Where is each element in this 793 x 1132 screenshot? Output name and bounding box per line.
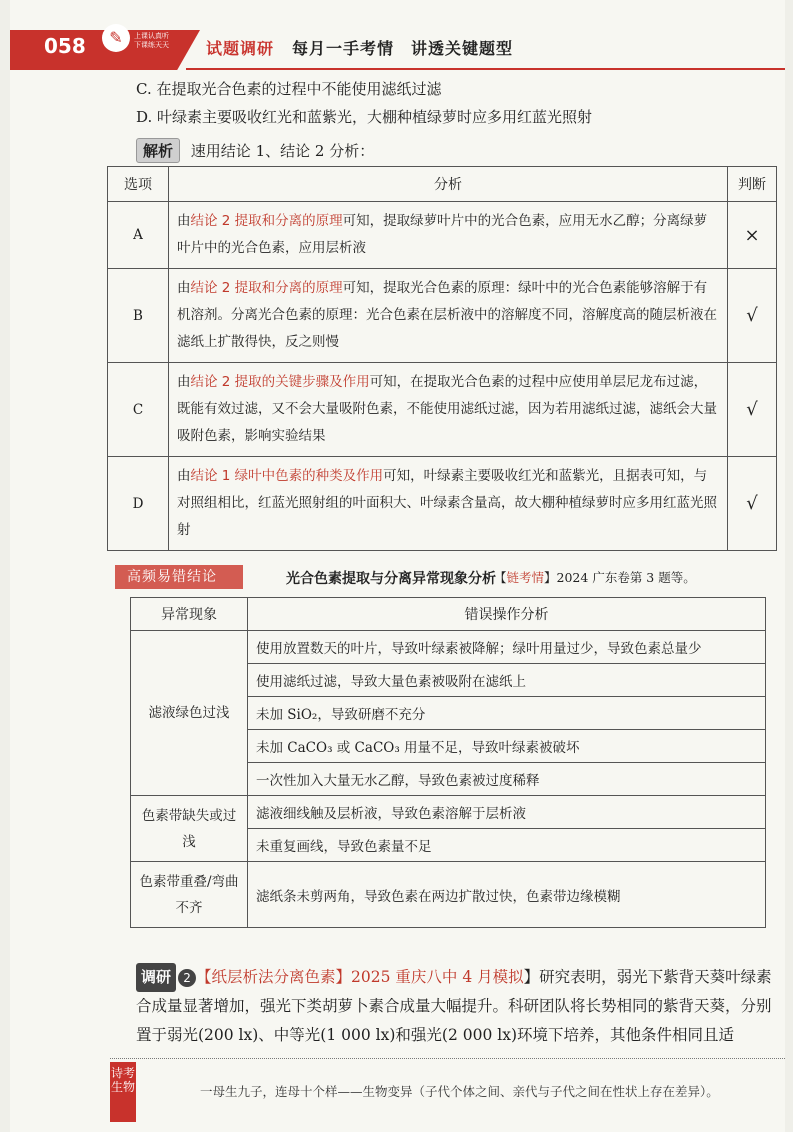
footer-proverb: 一母生九子，连母十个样——生物变异（子代个体之间、亲代与子代之间在性状上存在差异）。	[200, 1084, 719, 1099]
row-option: D	[108, 457, 169, 551]
research-paragraph	[136, 963, 781, 1050]
error-item: 滤纸条未剪两角，导致色素在两边扩散过快，色素带边缘模糊	[248, 862, 766, 928]
research-text: 研究表明，弱光下紫背天葵叶绿素合成量显著增加，强光下类胡萝卜素合成量大幅提升。科研团队将长势相同的紫背天葵，分别置于弱光(200 lx)、中等光(1 000 lx)和强光(2 000 lx)环境下培养，其他条件相同且适	[136, 968, 772, 1044]
side-tab: 诗考生物	[110, 1062, 136, 1122]
header-divider	[186, 68, 785, 70]
table-header-row	[108, 167, 777, 202]
col-header-error-analysis: 错误操作分析	[248, 598, 766, 631]
anomaly-group: 色素带缺失或过浅	[131, 796, 248, 862]
anomaly-group: 色素带重叠/弯曲不齐	[131, 862, 248, 928]
row-judge: √	[728, 363, 777, 457]
option-c: C. 在提取光合色素的过程中不能使用滤纸过滤	[136, 80, 442, 98]
option-d: D. 叶绿素主要吸收红光和蓝紫光，大棚种植绿萝时应多用红蓝光照射	[136, 108, 593, 126]
analysis-text: 可知，叶绿素主要吸收红光和蓝紫光，且据表可知，与对照组相比，红蓝光照射组的叶面积大、叶绿素含量高，故大棚种植绿萝时应多用红蓝光照射	[177, 468, 717, 538]
row-analysis	[169, 457, 728, 551]
col-header-option: 选项	[108, 167, 169, 202]
research-number: 2	[178, 969, 196, 987]
logo-icon: ✎	[102, 24, 130, 52]
row-analysis	[169, 363, 728, 457]
error-item: 一次性加入大量无水乙醇，导致色素被过度稀释	[248, 763, 766, 796]
error-item: 使用滤纸过滤，导致大量色素被吸附在滤纸上	[248, 664, 766, 697]
conclusion-highlight: 结论 2 提取和分离的原理	[190, 280, 343, 296]
header-subtitle: 每月一手考情 讲透关键题型	[292, 39, 514, 58]
row-option: A	[108, 202, 169, 269]
high-freq-title: 光合色素提取与分离异常现象分析	[286, 571, 496, 587]
analysis-prefix: 由	[177, 374, 191, 390]
source-bracket-open: 【	[494, 570, 507, 585]
analysis-text: 可知，提取光合色素的原理：绿叶中的光合色素能够溶解于有机溶剂。分离光合色素的原理：光合色素在层析液中的溶解度不同，溶解度高的随层析液在滤纸上扩散得快，反之则慢	[177, 280, 717, 350]
high-freq-label: 高频易错结论	[115, 565, 243, 589]
page	[10, 0, 785, 1132]
source-text: 】2024 广东卷第 3 题等。	[544, 570, 696, 585]
row-option: C	[108, 363, 169, 457]
analysis-prefix: 由	[177, 213, 191, 229]
tagline-1: 上课认真听	[134, 32, 169, 40]
footer-divider	[110, 1058, 785, 1059]
conclusion-highlight: 结论 1 绿叶中色素的种类及作用	[190, 468, 384, 484]
analysis-prefix: 由	[177, 468, 191, 484]
research-topic: 【纸层析法分离色素】	[196, 968, 352, 986]
table-row	[131, 862, 766, 928]
col-header-judge: 判断	[728, 167, 777, 202]
col-header-anomaly: 异常现象	[131, 598, 248, 631]
header-title: 试题调研	[206, 39, 275, 58]
table-row	[108, 363, 777, 457]
analysis-intro: 速用结论 1、结论 2 分析：	[190, 142, 375, 160]
row-analysis	[169, 269, 728, 363]
conclusion-highlight: 结论 2 提取的关键步骤及作用	[190, 374, 370, 390]
analysis-prefix: 由	[177, 280, 191, 296]
row-judge: √	[728, 457, 777, 551]
research-badge: 调研	[136, 963, 176, 992]
conclusion-highlight: 结论 2 提取和分离的原理	[190, 213, 343, 229]
table-row	[131, 796, 766, 829]
table-row	[108, 202, 777, 269]
page-header	[10, 22, 785, 68]
analysis-heading	[136, 138, 374, 163]
row-option: B	[108, 269, 169, 363]
anomaly-group: 滤液绿色过浅	[131, 631, 248, 796]
research-source-close: 】	[523, 968, 540, 986]
analysis-badge: 解析	[136, 138, 180, 163]
row-judge: ×	[728, 202, 777, 269]
row-analysis	[169, 202, 728, 269]
error-item: 使用放置数天的叶片，导致叶绿素被降解；绿叶用量过少，导致色素总量少	[248, 631, 766, 664]
header-tagline	[134, 32, 169, 50]
page-number: 058	[44, 34, 86, 58]
analysis-table	[107, 166, 777, 551]
table-row	[108, 457, 777, 551]
analysis-text: 可知，在提取光合色素的过程中应使用单层尼龙布过滤，既能有效过滤，又不会大量吸附色素，不能使用滤纸过滤，因为若用滤纸过滤，滤纸会大量吸附色素，影响实验结果	[177, 374, 717, 444]
col-header-analysis: 分析	[169, 167, 728, 202]
table-header-row	[131, 598, 766, 631]
source-mark: 链考情	[506, 570, 545, 585]
error-item: 未重复画线，导致色素量不足	[248, 829, 766, 862]
error-item: 滤液细线触及层析液，导致色素溶解于层析液	[248, 796, 766, 829]
error-item: 未加 SiO₂，导致研磨不充分	[248, 697, 766, 730]
anomaly-table	[130, 597, 766, 928]
high-freq-source	[494, 568, 696, 586]
error-item: 未加 CaCO₃ 或 CaCO₃ 用量不足，导致叶绿素被破坏	[248, 730, 766, 763]
analysis-text: 可知，提取绿萝叶片中的光合色素，应用无水乙醇；分离绿萝叶片中的光合色素，应用层析液	[177, 213, 708, 256]
table-row	[131, 631, 766, 664]
row-judge: √	[728, 269, 777, 363]
table-row	[108, 269, 777, 363]
research-source: 2025 重庆八中 4 月模拟	[351, 968, 524, 986]
tagline-2: 下课练天天	[134, 41, 169, 49]
